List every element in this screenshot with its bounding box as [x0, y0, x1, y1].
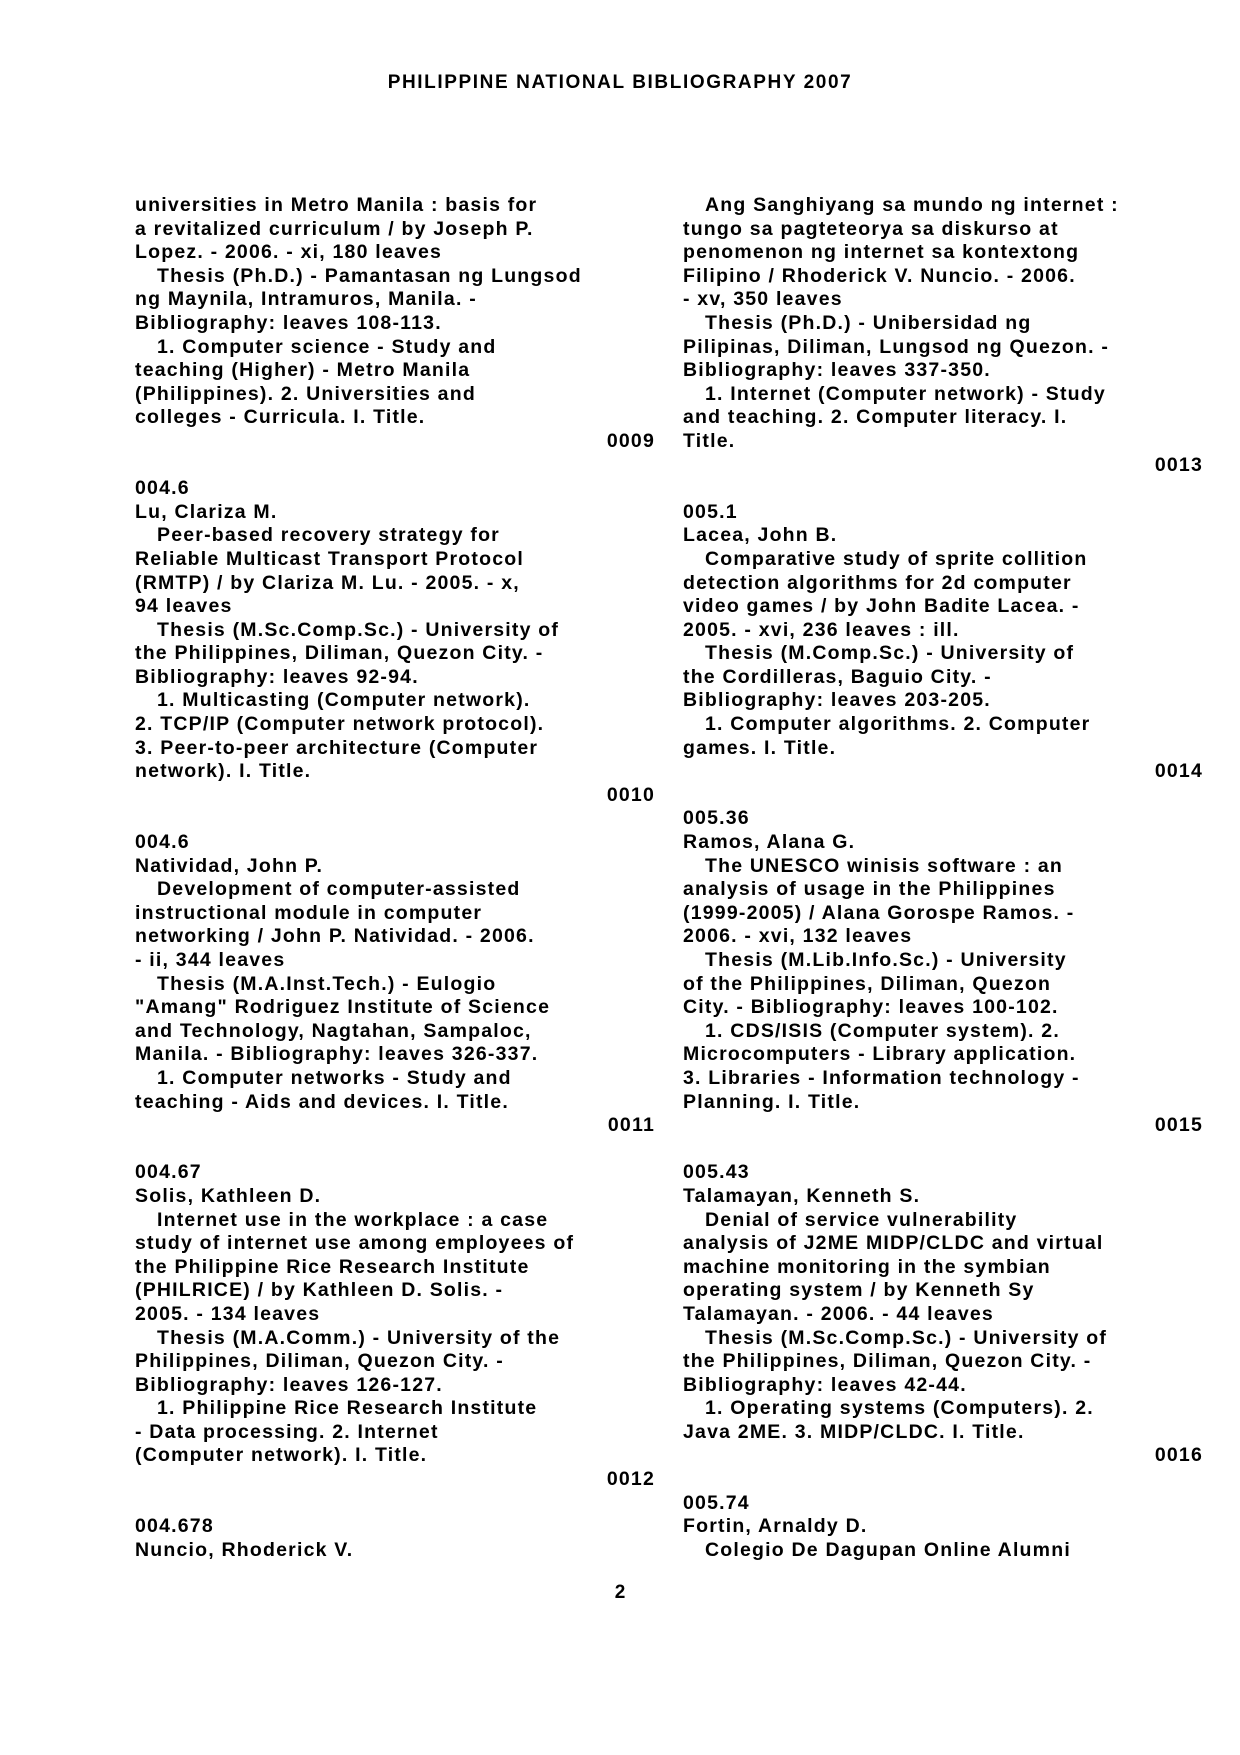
entry-text-line: - ii, 344 leaves: [135, 949, 286, 971]
entry-text-line: Microcomputers - Library application.: [683, 1043, 1077, 1066]
entry-number: 0009: [606, 429, 655, 452]
entry-text-line: games. I. Title.: [683, 736, 837, 759]
entry-text-line: 2006. - xvi, 132 leaves: [683, 925, 913, 948]
entry-text-line: - Data processing. 2. Internet: [135, 1420, 439, 1443]
author-name: Ramos, Alana G.: [683, 831, 856, 854]
entry-text-line: Thesis (M.A.Inst.Tech.) - Eulogio: [157, 972, 497, 995]
author-name: Nuncio, Rhoderick V.: [135, 1538, 354, 1561]
entry-number: 0012: [606, 1468, 655, 1491]
bibliography-entry: [683, 1492, 1203, 1563]
classification-number: 004.67: [135, 1161, 202, 1184]
entry-text-line: 1. Computer algorithms. 2. Computer: [705, 713, 1091, 736]
entry-text-line: Thesis (M.A.Comm.) - University of the: [157, 1326, 561, 1349]
entry-text-line: Bibliography: leaves 337-350.: [683, 359, 991, 382]
entry-text-line: (1999-2005) / Alana Gorospe Ramos. -: [683, 901, 1075, 924]
entry-text-line: Lopez. - 2006. - xi, 180 leaves: [135, 241, 443, 264]
entry-text-line: Peer-based recovery strategy for: [157, 524, 500, 547]
entry-number: 0013: [1154, 453, 1203, 476]
entry-text-line: Planning. I. Title.: [683, 1090, 861, 1113]
entry-text-line: Comparative study of sprite collition: [705, 547, 1088, 570]
entry-text-line: study of internet use among employees of: [135, 1232, 575, 1255]
entry-number: 0014: [1154, 760, 1203, 783]
classification-number: 005.74: [683, 1491, 750, 1514]
classification-number: 005.1: [683, 500, 738, 523]
entry-text-line: universities in Metro Manila : basis for: [135, 194, 538, 216]
entry-text-line: 1. Internet (Computer network) - Study: [705, 382, 1106, 405]
entry-text-line: Denial of service vulnerability: [705, 1208, 1018, 1231]
entry-text-line: Filipino / Rhoderick V. Nuncio. - 2006.: [683, 264, 1076, 287]
entry-text-line: Thesis (M.Sc.Comp.Sc.) - University of: [157, 618, 560, 641]
classification-number: 005.36: [683, 807, 750, 830]
entry-text-line: the Philippines, Diliman, Quezon City. -: [683, 1350, 1092, 1373]
entry-text-line: Ang Sanghiyang sa mundo ng internet :: [705, 194, 1119, 216]
author-name: Lu, Clariza M.: [135, 500, 278, 523]
right-column: [683, 194, 1203, 1586]
entry-continuation: [135, 194, 655, 454]
entry-text-line: 1. Computer science - Study and: [157, 335, 497, 358]
author-name: Fortin, Arnaldy D.: [683, 1515, 868, 1538]
entry-text-line: video games / by John Badite Lacea. -: [683, 595, 1080, 618]
entry-text-line: analysis of usage in the Philippines: [683, 878, 1056, 901]
entry-text-line: (RMTP) / by Clariza M. Lu. - 2005. - x,: [135, 571, 520, 594]
entry-number: 0010: [606, 783, 655, 806]
entry-text-line: Philippines, Diliman, Quezon City. -: [135, 1350, 504, 1373]
entry-text-line: Thesis (Ph.D.) - Unibersidad ng: [705, 311, 1032, 334]
entry-text-line: the Cordilleras, Baguio City. -: [683, 665, 992, 688]
entry-text-line: Thesis (M.Comp.Sc.) - University of: [705, 642, 1075, 665]
entry-text-line: teaching (Higher) - Metro Manila: [135, 359, 471, 382]
classification-number: 005.43: [683, 1161, 750, 1184]
entry-text-line: 1. Operating systems (Computers). 2.: [705, 1397, 1094, 1420]
entry-number: 0015: [1154, 1114, 1203, 1137]
entry-text-line: Reliable Multicast Transport Protocol: [135, 547, 524, 570]
bibliography-entry: [683, 1161, 1203, 1468]
entry-text-line: and Technology, Nagtahan, Sampaloc,: [135, 1019, 532, 1042]
entry-text-line: network). I. Title.: [135, 760, 312, 783]
entry-text-line: Development of computer-assisted: [157, 878, 521, 901]
bibliography-entry: [135, 831, 655, 1138]
entry-text-line: Bibliography: leaves 126-127.: [135, 1373, 443, 1396]
entry-text-line: Manila. - Bibliography: leaves 326-337.: [135, 1043, 539, 1066]
entry-text-line: "Amang" Rodriguez Institute of Science: [135, 996, 551, 1019]
page-header: PHILIPPINE NATIONAL BIBLIOGRAPHY 2007: [387, 72, 853, 93]
author-name: Natividad, John P.: [135, 854, 324, 877]
bibliography-entry: [683, 807, 1203, 1137]
entry-text-line: Bibliography: leaves 92-94.: [135, 665, 419, 688]
entry-continuation: [683, 194, 1203, 477]
bibliography-entry: [135, 1515, 655, 1562]
classification-number: 004.678: [135, 1515, 214, 1538]
entry-text-line: the Philippine Rice Research Institute: [135, 1255, 530, 1278]
entry-text-line: Java 2ME. 3. MIDP/CLDC. I. Title.: [683, 1420, 1025, 1443]
entry-text-line: Thesis (M.Sc.Comp.Sc.) - University of: [705, 1326, 1108, 1349]
entry-number: 0016: [1154, 1444, 1203, 1467]
author-name: Solis, Kathleen D.: [135, 1184, 322, 1207]
classification-number: 004.6: [135, 477, 190, 500]
entry-number: 0011: [607, 1114, 655, 1137]
entry-text-line: operating system / by Kenneth Sy: [683, 1279, 1035, 1302]
entry-text-line: Thesis (M.Lib.Info.Sc.) - University: [705, 949, 1067, 971]
entry-text-line: instructional module in computer: [135, 901, 483, 924]
entry-text-line: Thesis (Ph.D.) - Pamantasan ng Lungsod: [157, 264, 582, 287]
left-column: [135, 194, 655, 1586]
entry-text-line: Colegio De Dagupan Online Alumni: [705, 1538, 1071, 1561]
author-name: Talamayan, Kenneth S.: [683, 1184, 921, 1207]
entry-text-line: penomenon ng internet sa kontextong: [683, 241, 1080, 264]
entry-text-line: (Computer network). I. Title.: [135, 1444, 428, 1467]
entry-text-line: detection algorithms for 2d computer: [683, 571, 1072, 594]
entry-text-line: - xv, 350 leaves: [683, 288, 843, 311]
entry-text-line: 2005. - xvi, 236 leaves : ill.: [683, 618, 960, 641]
classification-number: 004.6: [135, 831, 190, 854]
page-number: 2: [614, 1582, 626, 1603]
entry-text-line: 94 leaves: [135, 595, 233, 618]
entry-text-line: 2. TCP/IP (Computer network protocol).: [135, 713, 545, 736]
entry-text-line: tungo sa pagteteorya sa diskurso at: [683, 217, 1059, 240]
entry-text-line: 3. Libraries - Information technology -: [683, 1066, 1080, 1089]
entry-text-line: Bibliography: leaves 42-44.: [683, 1373, 967, 1396]
entry-text-line: analysis of J2ME MIDP/CLDC and virtual: [683, 1232, 1104, 1255]
entry-text-line: 1. Philippine Rice Research Institute: [157, 1397, 538, 1420]
bibliography-entry: [135, 1161, 655, 1491]
entry-text-line: networking / John P. Natividad. - 2006.: [135, 925, 535, 948]
entry-text-line: 1. Computer networks - Study and: [157, 1066, 512, 1089]
entry-text-line: City. - Bibliography: leaves 100-102.: [683, 996, 1059, 1019]
entry-text-line: machine monitoring in the symbian: [683, 1255, 1051, 1278]
entry-text-line: Internet use in the workplace : a case: [157, 1208, 549, 1231]
entry-text-line: Bibliography: leaves 108-113.: [135, 311, 442, 334]
bibliography-entry: [683, 501, 1203, 784]
bibliography-entry: [135, 477, 655, 807]
entry-text-line: Bibliography: leaves 203-205.: [683, 689, 991, 712]
entry-text-line: Title.: [683, 429, 736, 452]
entry-text-line: The UNESCO winisis software : an: [705, 854, 1064, 877]
entry-text-line: of the Philippines, Diliman, Quezon: [683, 972, 1052, 995]
entry-text-line: (PHILRICE) / by Kathleen D. Solis. -: [135, 1279, 504, 1302]
entry-text-line: the Philippines, Diliman, Quezon City. -: [135, 642, 544, 665]
entry-text-line: Talamayan. - 2006. - 44 leaves: [683, 1302, 994, 1325]
entry-text-line: 1. Multicasting (Computer network).: [157, 689, 531, 712]
entry-text-line: teaching - Aids and devices. I. Title.: [135, 1090, 509, 1113]
entry-text-line: (Philippines). 2. Universities and: [135, 382, 476, 405]
entry-text-line: 3. Peer-to-peer architecture (Computer: [135, 736, 539, 759]
entry-text-line: 1. CDS/ISIS (Computer system). 2.: [705, 1019, 1060, 1042]
entry-text-line: ng Maynila, Intramuros, Manila. -: [135, 288, 477, 311]
entry-text-line: a revitalized curriculum / by Joseph P.: [135, 217, 534, 240]
entry-text-line: colleges - Curricula. I. Title.: [135, 406, 426, 429]
entry-text-line: Pilipinas, Diliman, Lungsod ng Quezon. -: [683, 335, 1110, 358]
author-name: Lacea, John B.: [683, 524, 838, 547]
entry-text-line: and teaching. 2. Computer literacy. I.: [683, 406, 1068, 429]
entry-text-line: 2005. - 134 leaves: [135, 1302, 321, 1325]
